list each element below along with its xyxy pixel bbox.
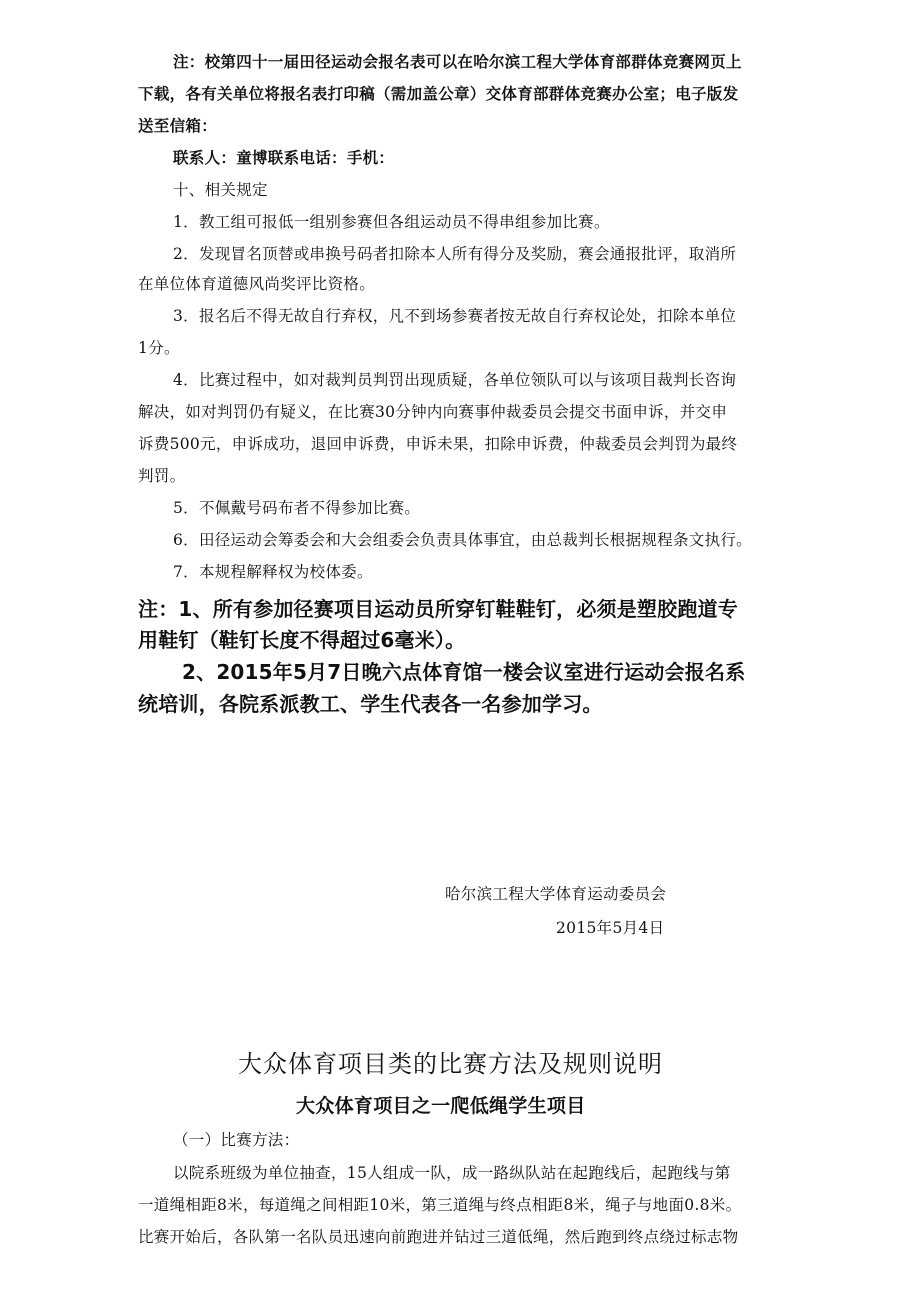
rule-7: 7．本规程解释权为校体委。 [173, 563, 373, 581]
rule-3-line-2: 1分。 [138, 339, 180, 357]
method-para-line-3: 比赛开始后，各队第一名队员迅速向前跑进并钻过三道低绳，然后跑到终点绕过标志物 [138, 1228, 739, 1246]
big-note-1-line-2: 用鞋钉（鞋钉长度不得超过6毫米）。 [138, 628, 466, 652]
big-note-2-line-2: 统培训，各院系派教工、学生代表各一名参加学习。 [138, 692, 603, 716]
rule-4-line-2: 解决，如对判罚仍有疑义，在比赛30分钟内向赛事仲裁委员会提交书面申诉，并交申 [138, 403, 728, 421]
rule-4-line-4: 判罚。 [138, 467, 186, 485]
contact-line: 联系人：童博联系电话：手机： [173, 148, 395, 167]
rule-1: 1．教工组可报低一组别参赛但各组运动员不得串组参加比赛。 [173, 213, 610, 231]
rule-2-line-2: 在单位体育道德风尚奖评比资格。 [138, 275, 376, 293]
rule-2-line-1: 2．发现冒名顶替或串换号码者扣除本人所有得分及奖励，赛会通报批评，取消所 [173, 245, 737, 263]
method-para-line-1: 以院系班级为单位抽查，15人组成一队，成一路纵队站在起跑线后，起跑线与第 [173, 1164, 731, 1182]
note-line-1: 注：校第四十一届田径运动会报名表可以在哈尔滨工程大学体育部群体竞赛网页上 [173, 52, 742, 71]
rule-4-line-3: 诉费500元，申诉成功，退回申诉费，申诉未果，扣除申诉费，仲裁委员会判罚为最终 [138, 435, 738, 453]
method-para-line-2: 一道绳相距8米，每道绳之间相距10米，第三道绳与终点相距8米，绳子与地面0.8米。 [138, 1196, 742, 1214]
big-note-1-line-1: 注：1、所有参加径赛项目运动员所穿钉鞋鞋钉，必须是塑胶跑道专 [138, 597, 738, 621]
section-subtitle: 大众体育项目之一爬低绳学生项目 [296, 1095, 586, 1117]
section-title: 大众体育项目类的比赛方法及规则说明 [238, 1050, 663, 1078]
note-line-2: 下载，各有关单位将报名表打印稿（需加盖公章）交体育部群体竞赛办公室；电子版发 [138, 84, 739, 103]
rule-4-line-1: 4．比赛过程中，如对裁判员判罚出现质疑，各单位领队可以与该项目裁判长咨询 [173, 371, 737, 389]
rules-heading: 十、相关规定 [173, 181, 268, 199]
rule-5: 5．不佩戴号码布者不得参加比赛。 [173, 499, 421, 517]
rule-6: 6．田径运动会筹委会和大会组委会负责具体事宜，由总裁判长根据规程条文执行。 [173, 531, 752, 549]
method-heading: （一）比赛方法： [173, 1131, 300, 1149]
signature-org: 哈尔滨工程大学体育运动委员会 [445, 885, 667, 903]
signature-date: 2015年5月4日 [556, 919, 665, 937]
rule-3-line-1: 3．报名后不得无故自行弃权，凡不到场参赛者按无故自行弃权论处，扣除本单位 [173, 307, 737, 325]
note-line-3: 送至信箱： [138, 116, 218, 135]
big-note-2-line-1: 2、2015年5月7日晚六点体育馆一楼会议室进行运动会报名系 [182, 660, 746, 684]
